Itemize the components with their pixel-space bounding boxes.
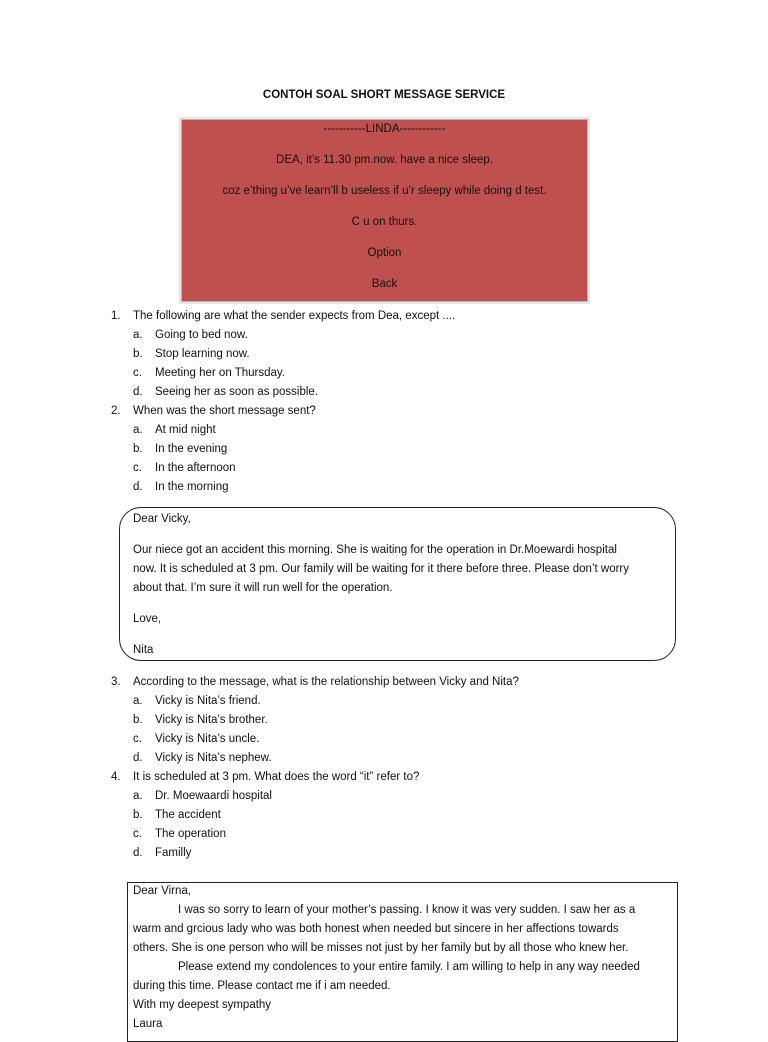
option-letter: d. [133, 752, 143, 764]
letter-body-line: I was so sorry to learn of your mother’s passing. I know it was very sudden. I saw her as a [178, 904, 636, 916]
sms-sender: -----------LINDA------------ [323, 123, 446, 135]
question-text: It is scheduled at 3 pm. What does the word “it” refer to? [133, 771, 420, 783]
option-text: In the afternoon [155, 462, 236, 474]
option-text: In the morning [155, 481, 229, 493]
letter-signature: Laura [133, 1018, 163, 1030]
question-number: 1. [111, 310, 121, 322]
option-letter: d. [133, 847, 143, 859]
letter-greeting: Dear Vicky, [133, 513, 191, 525]
option-text: Seeing her as soon as possible. [155, 386, 319, 398]
option-letter: c. [133, 733, 142, 745]
option-letter: a. [133, 424, 143, 436]
option-letter: c. [133, 828, 142, 840]
option-text: The operation [155, 828, 226, 840]
option-text: Vicky is Nita’s brother. [155, 714, 268, 726]
option-letter: b. [133, 348, 143, 360]
sms-message-box [181, 119, 588, 302]
letter-body-line: others. She is one person who will be misses not just by her family but by all those who knew her. [133, 942, 629, 954]
option-text: Familly [155, 847, 192, 859]
option-letter: a. [133, 695, 143, 707]
question-number: 3. [111, 676, 121, 688]
sms-text-line: DEA, it’s 11.30 pm.now. have a nice sleep. [276, 154, 493, 166]
option-text: At mid night [155, 424, 216, 436]
condolence-letter-box [127, 882, 678, 1042]
letter-closing: Love, [133, 613, 162, 625]
letter-greeting: Dear Virna, [133, 885, 191, 897]
question-text: When was the short message sent? [133, 405, 316, 417]
letter-body-line: Our niece got an accident this morning. She is waiting for the operation in Dr.Moewardi hospital [133, 544, 617, 556]
letter-body-line: about that. I’m sure it will run well for the operation. [133, 582, 393, 594]
letter-body-line: warm and grcious lady who was both honest when needed but sincere in her affections towards [133, 923, 619, 935]
page-title: CONTOH SOAL SHORT MESSAGE SERVICE [262, 89, 506, 101]
option-letter: c. [133, 462, 142, 474]
question-number: 2. [111, 405, 121, 417]
option-letter: d. [133, 481, 143, 493]
option-text: Vicky is Nita’s nephew. [155, 752, 272, 764]
question-number: 4. [111, 771, 121, 783]
sms-text-line: C u on thurs. [351, 216, 418, 228]
sms-text-line: coz e’thing u’ve learn’ll b useless if u’r sleepy while doing d test. [222, 185, 547, 197]
letter-body-line: now. It is scheduled at 3 pm. Our family will be waiting for it there before three. Please don’t worry [133, 563, 630, 575]
sms-option-label: Option [367, 247, 402, 259]
option-text: Vicky is Nita’s friend. [155, 695, 261, 707]
letter-closing: With my deepest sympathy [133, 999, 272, 1011]
option-text: The accident [155, 809, 221, 821]
option-letter: a. [133, 329, 143, 341]
sms-back-label: Back [371, 278, 398, 290]
letter-box [119, 507, 676, 661]
letter-signature: Nita [133, 644, 154, 656]
option-text: Dr. Moewaardi hospital [155, 790, 272, 802]
option-text: Vicky is Nita’s uncle. [155, 733, 260, 745]
option-letter: a. [133, 790, 143, 802]
option-letter: b. [133, 443, 143, 455]
option-letter: b. [133, 809, 143, 821]
option-text: Stop learning now. [155, 348, 250, 360]
option-text: Going to bed now. [155, 329, 248, 341]
option-letter: b. [133, 714, 143, 726]
option-letter: d. [133, 386, 143, 398]
letter-body-line: during this time. Please contact me if i am needed. [133, 980, 391, 992]
question-text: According to the message, what is the relationship between Vicky and Nita? [133, 676, 519, 688]
letter-body-line: Please extend my condolences to your entire family. I am willing to help in any way needed [178, 961, 640, 973]
option-letter: c. [133, 367, 142, 379]
option-text: In the evening [155, 443, 228, 455]
option-text: Meeting her on Thursday. [155, 367, 285, 379]
question-text: The following are what the sender expects from Dea, except .... [133, 310, 456, 322]
